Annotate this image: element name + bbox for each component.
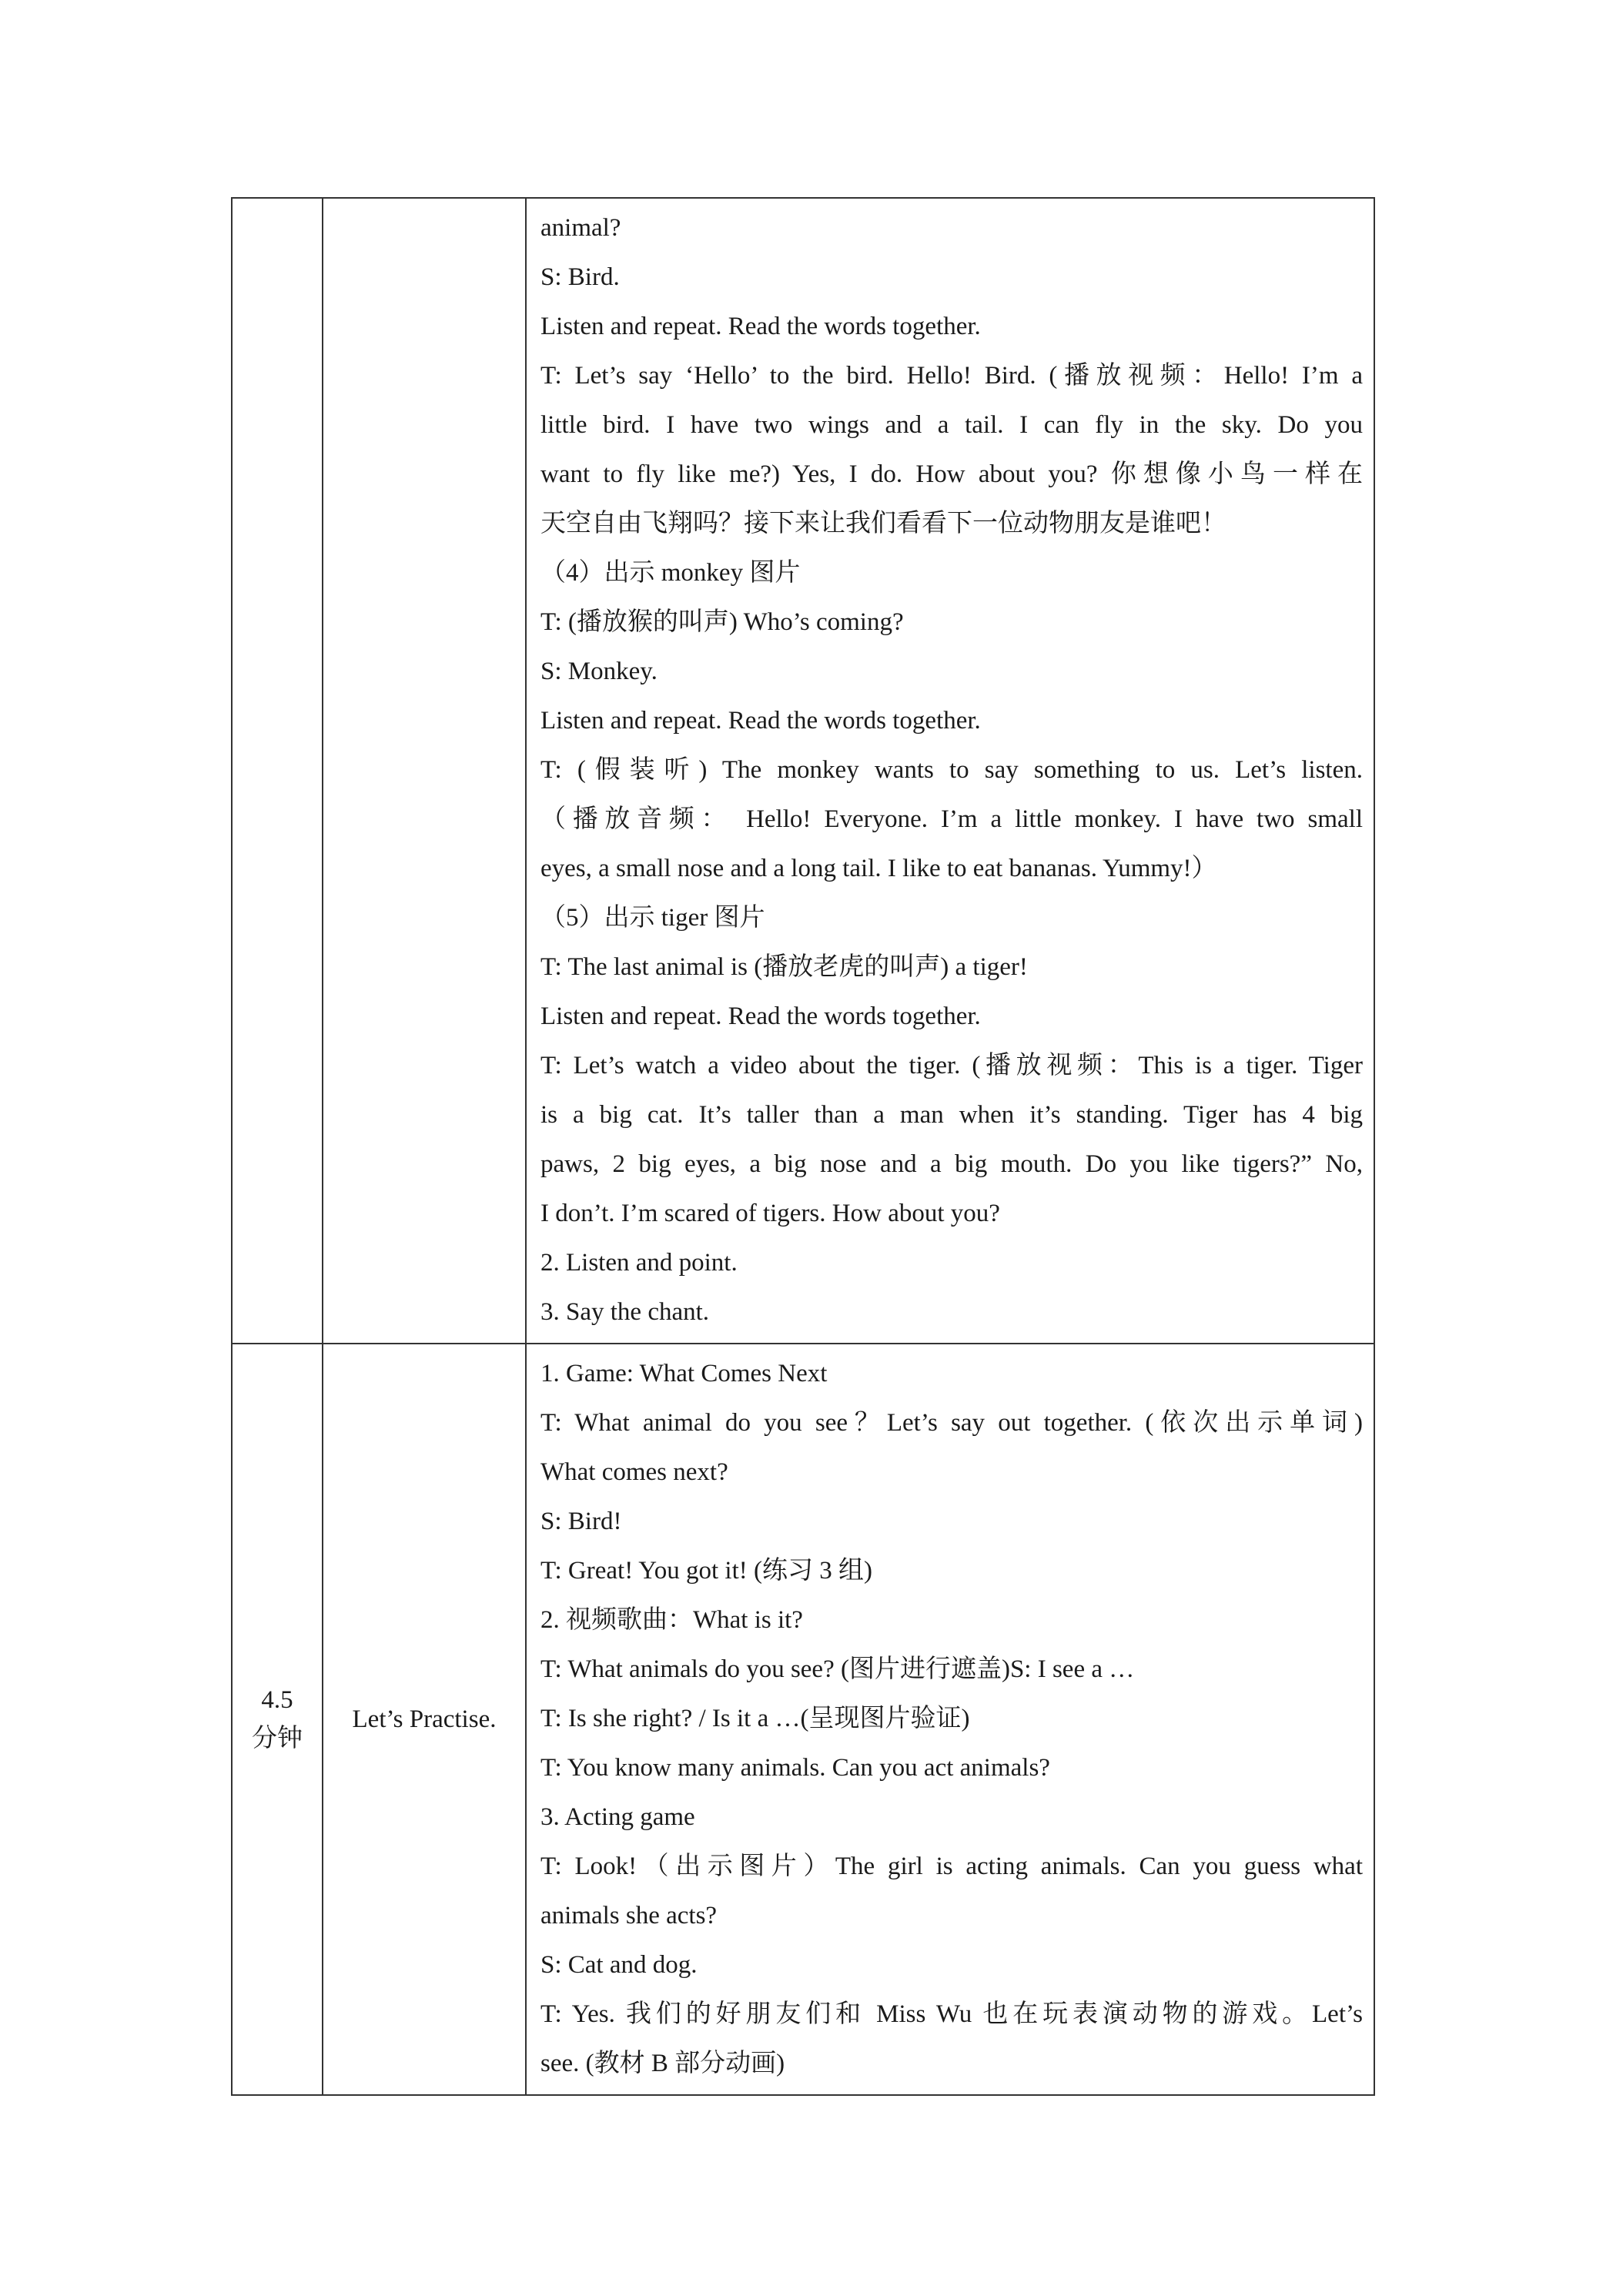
- procedure-line: 3. Say the chant.: [540, 1298, 710, 1326]
- procedure-line: T: The last animal is (播放老虎的叫声) a tiger!: [540, 953, 1028, 981]
- procedure-cell: [526, 1344, 1374, 2095]
- table-row: [232, 1344, 1374, 2095]
- procedure-cell: [526, 198, 1374, 1344]
- procedure-line: Listen and repeat. Read the words together.: [540, 313, 981, 340]
- procedure-line: T: (播放猴的叫声) Who’s coming?: [540, 608, 904, 636]
- duration-unit: 分钟: [252, 1725, 303, 1752]
- procedure-line: T: (假装听) The monkey wants to say something to us. Let’s listen.: [540, 756, 1363, 784]
- procedure-line: T: Is she right? / Is it a …(呈现图片验证): [540, 1705, 970, 1732]
- step-cell: [323, 198, 526, 1344]
- procedure-line: （5）出示 tiger 图片: [540, 904, 765, 932]
- procedure-line: is a big cat. It’s taller than a man when it’s standing. Tiger has 4 big: [540, 1101, 1363, 1129]
- procedure-line: want to fly like me?) Yes, I do. How about you? 你想像小鸟一样在: [540, 460, 1363, 488]
- procedure-line: 2. Listen and point.: [540, 1249, 738, 1277]
- procedure-line: eyes, a small nose and a long tail. I like to eat bananas. Yummy!）: [540, 855, 1217, 882]
- procedure-line: see. (教材 B 部分动画): [540, 2050, 785, 2077]
- procedure-line: T: You know many animals. Can you act animals?: [540, 1754, 1050, 1782]
- procedure-line: T: Yes. 我们的好朋友们和 Miss Wu 也在玩表演动物的游戏。Let’s: [540, 2000, 1363, 2028]
- duration-value: 4.5: [261, 1686, 293, 1714]
- procedure-line: S: Bird!: [540, 1508, 622, 1535]
- procedure-line: S: Monkey.: [540, 658, 658, 685]
- procedure-line: animals she acts?: [540, 1902, 718, 1930]
- lesson-plan-table: [231, 197, 1375, 2096]
- procedure-text: [527, 199, 1374, 1343]
- procedure-line: S: Cat and dog.: [540, 1951, 698, 1979]
- procedure-line: T: What animals do you see? (图片进行遮盖)S: I see a …: [540, 1655, 1135, 1683]
- table-row: [232, 198, 1374, 1344]
- procedure-line: little bird. I have two wings and a tail. I can fly in the sky. Do you: [540, 411, 1363, 439]
- procedure-line: 1. Game: What Comes Next: [540, 1360, 828, 1387]
- procedure-line: S: Bird.: [540, 263, 620, 291]
- procedure-line: I don’t. I’m scared of tigers. How about you?: [540, 1200, 1000, 1227]
- procedure-line: T: Let’s say ‘Hello’ to the bird. Hello! Bird. (播放视频：Hello! I’m a: [540, 362, 1363, 390]
- procedure-line: animal?: [540, 214, 621, 242]
- procedure-line: T: Look!（出示图片）The girl is acting animals. Can you guess what: [540, 1853, 1363, 1880]
- procedure-line: What comes next?: [540, 1458, 728, 1486]
- time-cell: [232, 1344, 323, 2095]
- step-cell: Let’s Practise.: [323, 1344, 526, 2095]
- procedure-line: （播放音频： Hello! Everyone. I’m a little monkey. I have two small: [540, 805, 1363, 833]
- procedure-line: Listen and repeat. Read the words together.: [540, 1002, 981, 1030]
- procedure-line: （4）出示 monkey 图片: [540, 559, 801, 587]
- procedure-line: 2. 视频歌曲：What is it?: [540, 1606, 803, 1634]
- procedure-line: T: Let’s watch a video about the tiger. (播放视频：This is a tiger. Tiger: [540, 1052, 1363, 1079]
- procedure-line: paws, 2 big eyes, a big nose and a big mouth. Do you like tigers?” No,: [540, 1150, 1363, 1178]
- procedure-line: 天空自由飞翔吗？接下来让我们看看下一位动物朋友是谁吧！: [540, 510, 1226, 537]
- procedure-line: 3. Acting game: [540, 1803, 695, 1831]
- procedure-text: [527, 1344, 1374, 2094]
- procedure-line: Listen and repeat. Read the words together.: [540, 707, 981, 735]
- time-cell: [232, 198, 323, 1344]
- procedure-line: T: What animal do you see？Let’s say out together. (依次出示单词): [540, 1409, 1363, 1437]
- procedure-line: T: Great! You got it! (练习 3 组): [540, 1557, 872, 1585]
